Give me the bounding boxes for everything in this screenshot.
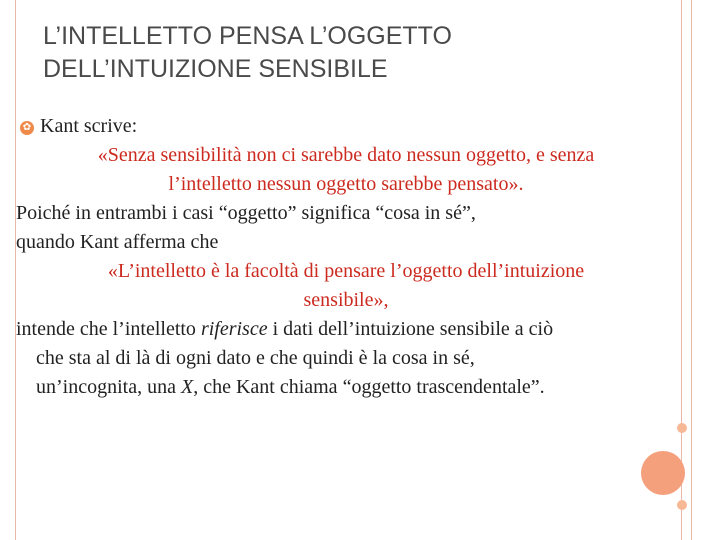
paragraph-2-line-2: che sta al di là di ogni dato e che quindi è la cosa in sé,	[36, 347, 475, 369]
frame-line-right-outer	[691, 0, 692, 540]
quote-2-line-1: «L’intelletto è la facoltà di pensare l’oggetto dell’intuizione	[107, 260, 585, 282]
slide-body	[16, 112, 676, 402]
bullet-dot-icon: ✿	[20, 121, 34, 135]
bullet-item	[16, 112, 676, 141]
quote-1-line-1: «Senza sensibilità non ci sarebbe dato nessun oggetto, e senza	[97, 144, 595, 166]
slide-title	[43, 20, 643, 86]
title-line-2: DELL’INTUIZIONE SENSIBILE	[43, 55, 388, 83]
paragraph-1-line-2: quando Kant afferma che	[16, 231, 219, 253]
paragraph-2-line-1-b: i dati dell’intuizione sensibile a ciò	[267, 318, 554, 340]
title-line-1: L’INTELLETTO PENSA L’OGGETTO	[43, 22, 452, 50]
frame-line-right-inner	[681, 0, 682, 540]
decorative-circle-large	[641, 451, 685, 495]
quote-2-line-2: sensibile»,	[303, 289, 389, 311]
decorative-circle-small-bottom	[677, 500, 687, 510]
quote-1-line-2: l’intelletto nessun oggetto sarebbe pensato».	[168, 173, 524, 195]
paragraph-2-line-3-a: un’incognita, una	[36, 376, 181, 398]
decorative-circle-small-top	[677, 423, 687, 433]
emphasis-x: X	[180, 376, 194, 398]
paragraph-2-line-1	[16, 315, 676, 344]
quote-kant-1	[16, 141, 676, 199]
paragraph-2-line-1-a: intende che l’intelletto	[16, 318, 201, 340]
emphasis-riferisce: riferisce	[200, 318, 268, 340]
paragraph-2-line-3	[16, 373, 676, 402]
bullet-text: Kant scrive:	[40, 115, 138, 137]
paragraph-1-line-1: Poiché in entrambi i casi “oggetto” significa “cosa in sé”,	[16, 202, 476, 224]
paragraph-2-line-3-b: , che Kant chiama “oggetto trascendentale”.	[193, 376, 545, 398]
quote-kant-2	[16, 257, 676, 315]
